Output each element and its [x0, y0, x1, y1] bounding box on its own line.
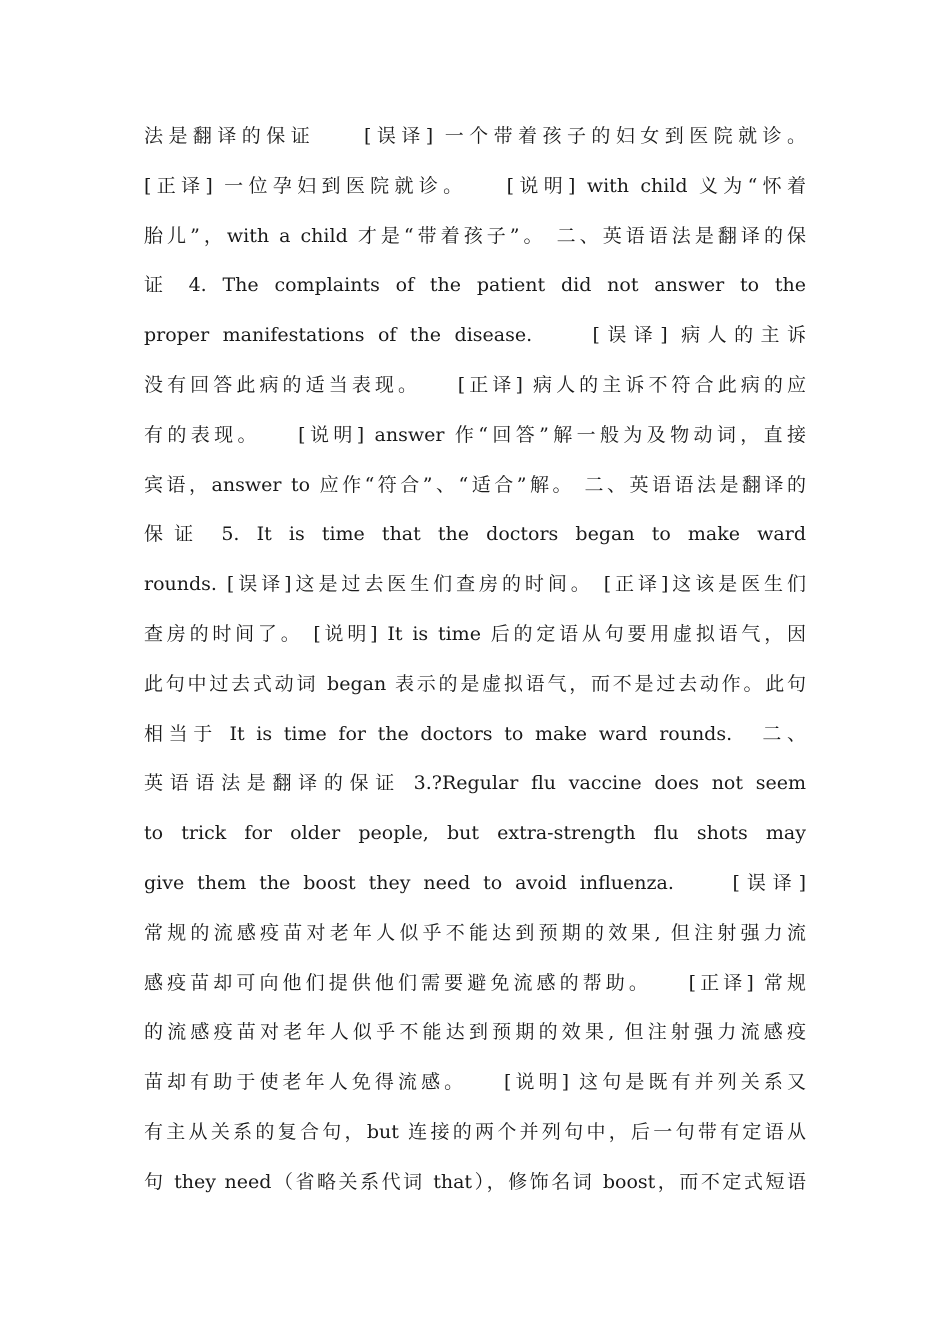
text-line: 句 they need（省略关系代词 that），修饰名词 boost，而不定式短语: [144, 1170, 806, 1193]
text-line: 英语语法是翻译的保证 3.?Regular flu vaccine does not seem: [144, 772, 806, 795]
text-line: 没有回答此病的适当表现。 [正译] 病人的主诉不符合此病的应: [144, 373, 806, 396]
text-line: 宾语，answer to 应作“符合”、“适合”解。 二、英语语法是翻译的: [144, 473, 806, 496]
text-line: 有主从关系的复合句，but 连接的两个并列句中，后一句带有定语从: [144, 1120, 806, 1143]
text-line: 保证 5. It is time that the doctors began to make ward: [144, 523, 806, 546]
text-line: 有的表现。 [说明] answer 作“回答”解一般为及物动词，直接: [144, 423, 806, 446]
text-line: [正译] 一位孕妇到医院就诊。 [说明] with child 义为“怀着: [144, 174, 806, 197]
text-line: 苗却有助于使老年人免得流感。 [说明] 这句是既有并列关系又: [144, 1071, 806, 1094]
text-line: 胎儿”，with a child 才是“带着孩子”。 二、英语语法是翻译的保: [144, 224, 806, 247]
text-line: 相当于 It is time for the doctors to make ward rounds. 二、: [144, 722, 806, 745]
text-line: to trick for older people, but extra-strength flu shots may: [144, 822, 806, 845]
body-text: [144, 112, 806, 1208]
text-line: 查房的时间了。 [说明] It is time 后的定语从句要用虚拟语气，因: [144, 622, 806, 645]
text-line: rounds. [误译]这是过去医生们查房的时间。 [正译]这该是医生们: [144, 573, 806, 596]
text-line: proper manifestations of the disease. [误译] 病人的主诉: [144, 324, 806, 347]
text-line: give them the boost they need to avoid influenza. [误译]: [144, 871, 806, 894]
text-line: 感疫苗却可向他们提供他们需要避免流感的帮助。 [正译] 常规: [144, 971, 806, 994]
text-line: 法是翻译的保证 [误译] 一个带着孩子的妇女到医院就诊。: [144, 125, 806, 147]
text-line: 此句中过去式动词 began 表示的是虚拟语气，而不是过去动作。此句: [144, 672, 806, 695]
text-line: 常规的流感疫苗对老年人似乎不能达到预期的效果, 但注射强力流: [144, 921, 806, 944]
text-line: 的流感疫苗对老年人似乎不能达到预期的效果, 但注射强力流感疫: [144, 1021, 806, 1044]
text-line: 证 4. The complaints of the patient did not answer to the: [144, 274, 806, 297]
